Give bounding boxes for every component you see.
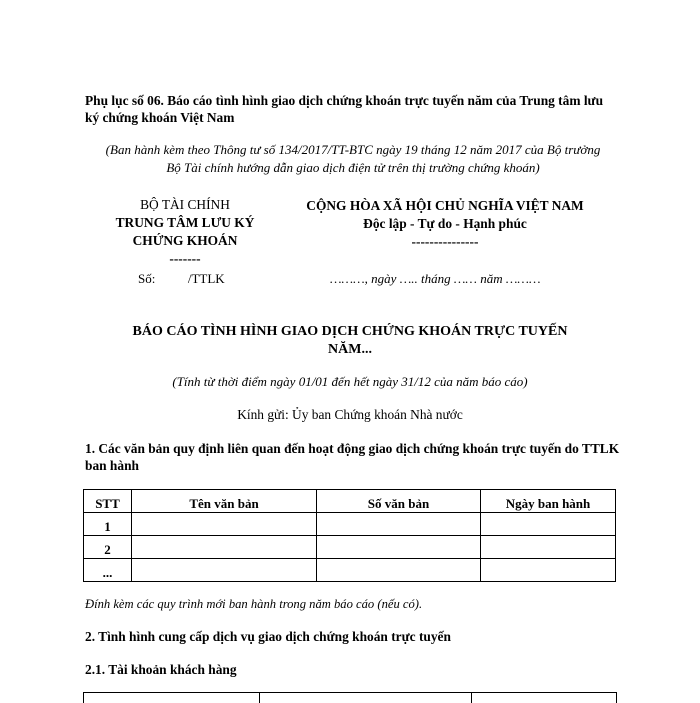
row-stt: 1	[84, 513, 132, 536]
issuer-divider: -------	[169, 251, 201, 266]
number-label: Số:	[138, 271, 156, 286]
report-title-line1: BÁO CÁO TÌNH HÌNH GIAO DỊCH CHỨNG KHOÁN TRỰC TUYẾN	[132, 324, 568, 339]
report-title-line2: NĂM...	[328, 342, 372, 357]
center-name-line2: CHỨNG KHOÁN	[132, 233, 238, 248]
section21-title: 2.1. Tài khoản khách hàng	[85, 662, 237, 677]
table-row	[84, 559, 616, 582]
row-document-number	[317, 536, 481, 559]
attachment-note: Đính kèm các quy trình mới ban hành trong năm báo cáo (nếu có).	[85, 597, 423, 611]
motto-divider: ---------------	[411, 234, 479, 249]
number-suffix: /TTLK	[187, 271, 225, 286]
section2-title: 2. Tình hình cung cấp dịch vụ giao dịch chứng khoán trực tuyến	[85, 629, 451, 644]
header-document-number: Số văn bản	[317, 490, 481, 513]
table-row	[84, 536, 616, 559]
issuer-header	[95, 196, 275, 268]
accounts-table-divider	[471, 693, 472, 703]
row-issue-date	[481, 536, 616, 559]
row-stt: ...	[84, 559, 132, 582]
header-document-name: Tên văn bản	[132, 490, 317, 513]
row-document-number	[317, 559, 481, 582]
period-note: (Tính từ thời điểm ngày 01/01 đến hết ngày 31/12 của năm báo cáo)	[172, 374, 528, 389]
header-stt: STT	[84, 490, 132, 513]
report-title	[110, 323, 590, 359]
accounts-table-divider	[259, 693, 260, 703]
row-document-name	[132, 536, 317, 559]
national-motto: Độc lập - Tự do - Hạnh phúc	[363, 216, 527, 231]
documents-table	[83, 489, 616, 582]
row-document-name	[132, 559, 317, 582]
accounts-table-top	[83, 692, 617, 703]
center-name-line1: TRUNG TÂM LƯU KÝ	[115, 215, 255, 230]
section1-title: 1. Các văn bản quy định liên quan đến hoạt động giao dịch chứng khoán trực tuyến do TTLK ban hành	[85, 441, 620, 473]
row-stt: 2	[84, 536, 132, 559]
ministry-name: BỘ TÀI CHÍNH	[140, 197, 230, 212]
row-document-name	[132, 513, 317, 536]
header-issue-date: Ngày ban hành	[481, 490, 616, 513]
row-issue-date	[481, 559, 616, 582]
appendix-title: Phụ lục số 06. Báo cáo tình hình giao dịch chứng khoán trực tuyến năm của Trung tâm lưu ký chứng khoán Việt Nam	[85, 93, 604, 125]
issued-note: (Ban hành kèm theo Thông tư số 134/2017/TT-BTC ngày 19 tháng 12 năm 2017 của Bộ trưởng Bộ Tài chính hướng dẫn giao dịch điện tử trên thị trường chứng khoán)	[105, 142, 601, 175]
table-header-row	[84, 490, 616, 513]
country-name: CỘNG HÒA XÃ HỘI CHỦ NGHĨA VIỆT NAM	[306, 198, 584, 213]
date-line: ………, ngày ….. tháng …… năm ………	[330, 271, 541, 286]
document-number	[138, 270, 225, 287]
salutation: Kính gửi: Ủy ban Chứng khoán Nhà nước	[237, 407, 463, 422]
row-issue-date	[481, 513, 616, 536]
row-document-number	[317, 513, 481, 536]
national-header	[285, 197, 605, 251]
table-row	[84, 513, 616, 536]
